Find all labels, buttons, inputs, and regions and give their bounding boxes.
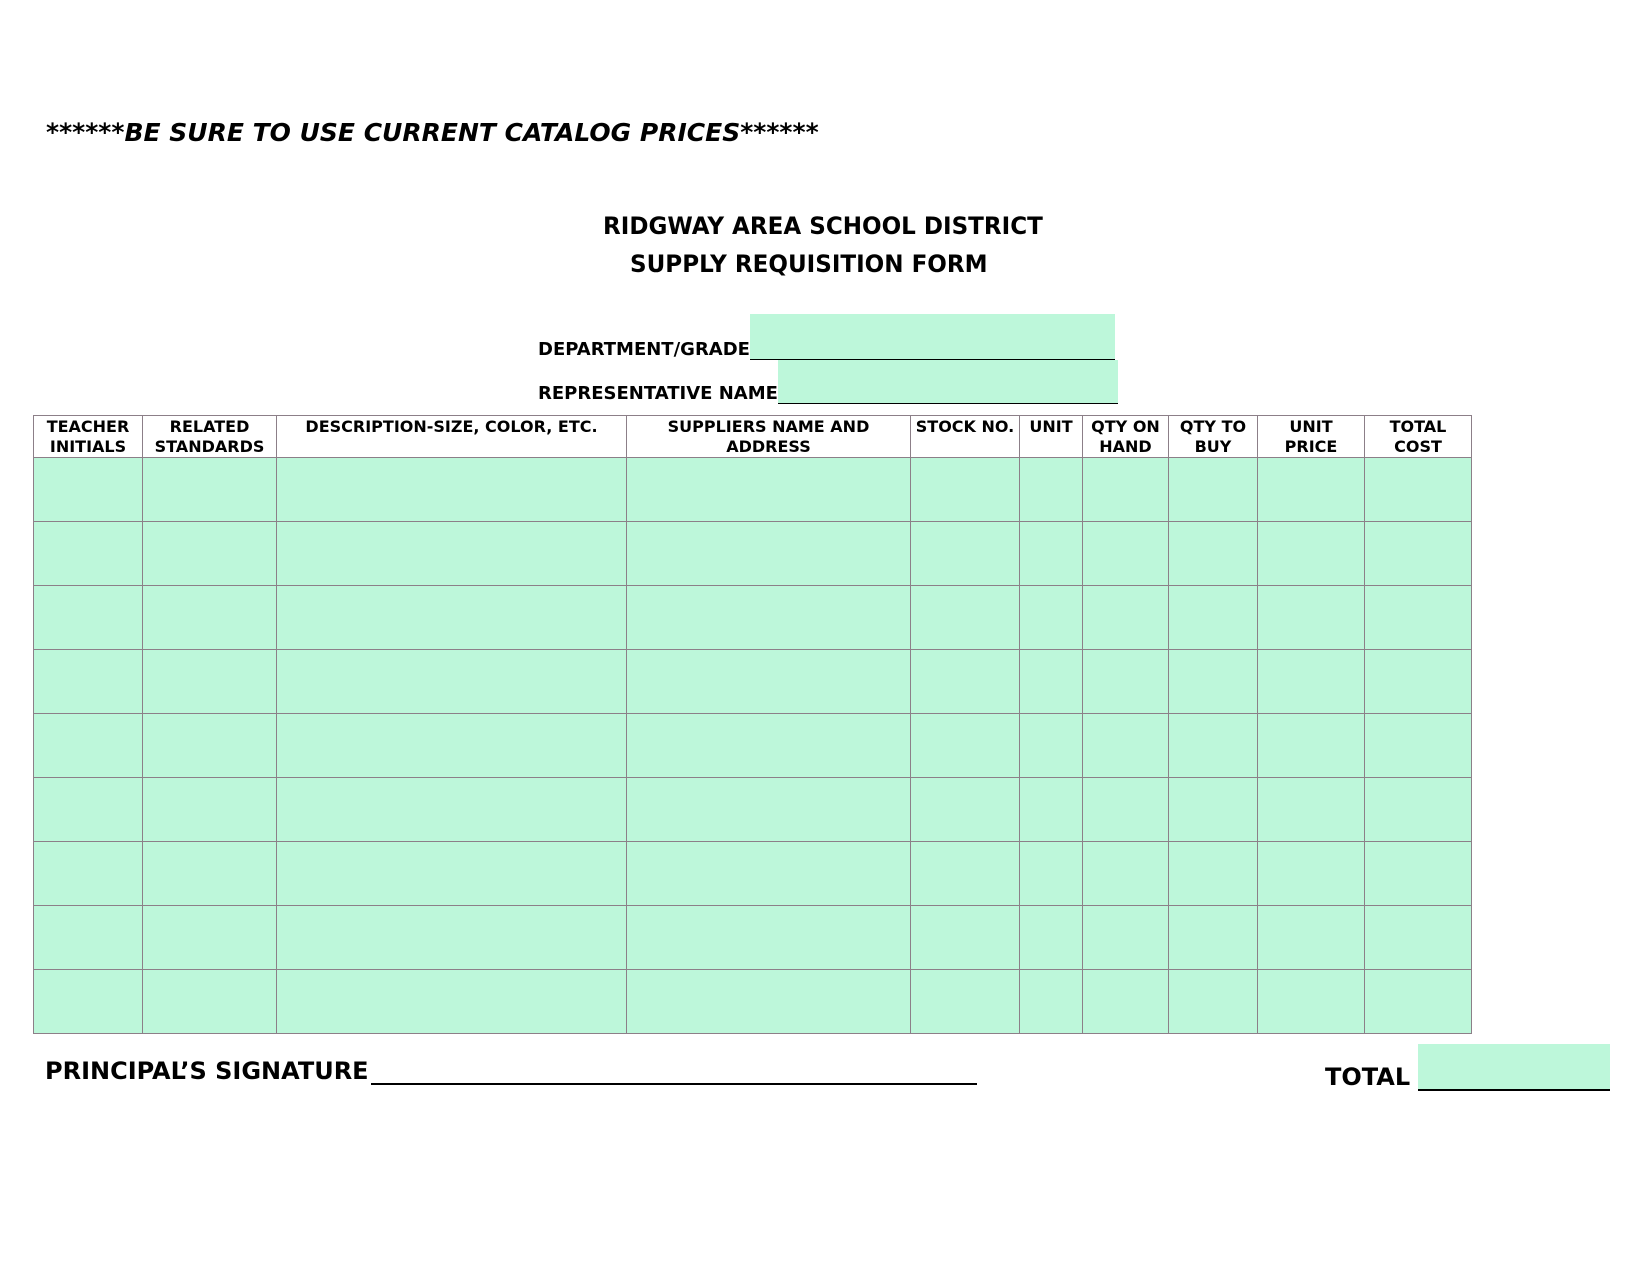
column-header-description: DESCRIPTION-SIZE, COLOR, ETC. xyxy=(277,416,627,458)
qty-on-hand-input[interactable] xyxy=(1083,650,1168,713)
cell-suppliers xyxy=(627,714,911,778)
supply-table xyxy=(33,415,1472,1034)
qty-to-buy-input[interactable] xyxy=(1169,522,1257,585)
table-row xyxy=(34,714,1472,778)
cell-teacher-initials xyxy=(34,778,143,842)
total-cost-input[interactable] xyxy=(1365,842,1471,905)
table-row xyxy=(34,650,1472,714)
description-input[interactable] xyxy=(277,970,626,1033)
related-standards-input[interactable] xyxy=(143,778,276,841)
qty-on-hand-input[interactable] xyxy=(1083,842,1168,905)
qty-on-hand-input[interactable] xyxy=(1083,522,1168,585)
suppliers-input[interactable] xyxy=(627,714,910,777)
column-header-teacher-initials: TEACHER INITIALS xyxy=(34,416,143,458)
table-row xyxy=(34,970,1472,1034)
table-row xyxy=(34,906,1472,970)
cell-suppliers xyxy=(627,778,911,842)
teacher-initials-input[interactable] xyxy=(34,778,142,841)
cell-total-cost xyxy=(1365,714,1472,778)
total-cost-input[interactable] xyxy=(1365,714,1471,777)
cell-description xyxy=(277,842,627,906)
table-row xyxy=(34,458,1472,522)
cell-qty-on-hand xyxy=(1083,842,1169,906)
qty-to-buy-input[interactable] xyxy=(1169,650,1257,713)
cell-qty-to-buy xyxy=(1169,522,1258,586)
stock-no-input[interactable] xyxy=(911,650,1019,713)
cell-unit-price xyxy=(1258,586,1365,650)
cell-stock-no xyxy=(911,522,1020,586)
qty-on-hand-input[interactable] xyxy=(1083,458,1168,521)
unit-input[interactable] xyxy=(1020,842,1082,905)
cell-suppliers xyxy=(627,906,911,970)
cell-suppliers xyxy=(627,458,911,522)
total-cost-input[interactable] xyxy=(1365,778,1471,841)
stock-no-input[interactable] xyxy=(911,714,1019,777)
stock-no-input[interactable] xyxy=(911,458,1019,521)
cell-teacher-initials xyxy=(34,650,143,714)
unit-price-input[interactable] xyxy=(1258,842,1364,905)
cell-unit-price xyxy=(1258,970,1365,1034)
qty-on-hand-input[interactable] xyxy=(1083,586,1168,649)
cell-related-standards xyxy=(143,778,277,842)
related-standards-input[interactable] xyxy=(143,714,276,777)
cell-description xyxy=(277,906,627,970)
cell-qty-on-hand xyxy=(1083,650,1169,714)
teacher-initials-input[interactable] xyxy=(34,842,142,905)
cell-unit-price xyxy=(1258,778,1365,842)
cell-unit xyxy=(1020,458,1083,522)
cell-total-cost xyxy=(1365,842,1472,906)
suppliers-input[interactable] xyxy=(627,522,910,585)
qty-to-buy-input[interactable] xyxy=(1169,778,1257,841)
form-title: SUPPLY REQUISITION FORM xyxy=(630,250,988,278)
teacher-initials-input[interactable] xyxy=(34,458,142,521)
unit-input[interactable] xyxy=(1020,778,1082,841)
column-header-suppliers: SUPPLIERS NAME AND ADDRESS xyxy=(627,416,911,458)
cell-related-standards xyxy=(143,906,277,970)
cell-qty-to-buy xyxy=(1169,586,1258,650)
representative-name-label: REPRESENTATIVE NAME xyxy=(538,383,778,404)
cell-unit-price xyxy=(1258,458,1365,522)
column-header-total-cost: TOTAL COST xyxy=(1365,416,1472,458)
department-grade-field xyxy=(538,314,1115,360)
suppliers-input[interactable] xyxy=(627,970,910,1033)
cell-qty-to-buy xyxy=(1169,650,1258,714)
cell-related-standards xyxy=(143,586,277,650)
cell-description xyxy=(277,522,627,586)
representative-name-field xyxy=(538,360,1118,404)
cell-total-cost xyxy=(1365,458,1472,522)
cell-suppliers xyxy=(627,522,911,586)
cell-unit xyxy=(1020,906,1083,970)
stock-no-input[interactable] xyxy=(911,970,1019,1033)
cell-unit-price xyxy=(1258,650,1365,714)
catalog-price-notice: ******BE SURE TO USE CURRENT CATALOG PRICES****** xyxy=(46,118,819,147)
related-standards-input[interactable] xyxy=(143,842,276,905)
qty-to-buy-input[interactable] xyxy=(1169,842,1257,905)
cell-unit xyxy=(1020,970,1083,1034)
supply-table-body xyxy=(34,458,1472,1034)
suppliers-input[interactable] xyxy=(627,778,910,841)
total-label: TOTAL xyxy=(1325,1063,1411,1091)
qty-on-hand-input[interactable] xyxy=(1083,906,1168,969)
cell-related-standards xyxy=(143,650,277,714)
principal-signature-line[interactable] xyxy=(371,1057,977,1085)
cell-suppliers xyxy=(627,650,911,714)
cell-qty-to-buy xyxy=(1169,714,1258,778)
cell-description xyxy=(277,650,627,714)
cell-teacher-initials xyxy=(34,714,143,778)
unit-input[interactable] xyxy=(1020,906,1082,969)
cell-qty-on-hand xyxy=(1083,522,1169,586)
unit-price-input[interactable] xyxy=(1258,458,1364,521)
cell-related-standards xyxy=(143,842,277,906)
unit-input[interactable] xyxy=(1020,714,1082,777)
teacher-initials-input[interactable] xyxy=(34,650,142,713)
related-standards-input[interactable] xyxy=(143,650,276,713)
cell-stock-no xyxy=(911,842,1020,906)
column-header-related-standards: RELATED STANDARDS xyxy=(143,416,277,458)
related-standards-input[interactable] xyxy=(143,906,276,969)
cell-description xyxy=(277,714,627,778)
cell-qty-to-buy xyxy=(1169,906,1258,970)
description-input[interactable] xyxy=(277,778,626,841)
unit-input[interactable] xyxy=(1020,586,1082,649)
cell-stock-no xyxy=(911,906,1020,970)
cell-stock-no xyxy=(911,970,1020,1034)
cell-related-standards xyxy=(143,714,277,778)
suppliers-input[interactable] xyxy=(627,586,910,649)
cell-related-standards xyxy=(143,458,277,522)
cell-teacher-initials xyxy=(34,522,143,586)
cell-teacher-initials xyxy=(34,586,143,650)
related-standards-input[interactable] xyxy=(143,586,276,649)
description-input[interactable] xyxy=(277,842,626,905)
cell-qty-to-buy xyxy=(1169,970,1258,1034)
cell-qty-on-hand xyxy=(1083,586,1169,650)
teacher-initials-input[interactable] xyxy=(34,906,142,969)
qty-to-buy-input[interactable] xyxy=(1169,714,1257,777)
cell-unit-price xyxy=(1258,906,1365,970)
column-header-stock-no: STOCK NO. xyxy=(911,416,1020,458)
cell-stock-no xyxy=(911,778,1020,842)
qty-to-buy-input[interactable] xyxy=(1169,458,1257,521)
cell-teacher-initials xyxy=(34,970,143,1034)
cell-unit xyxy=(1020,522,1083,586)
cell-unit xyxy=(1020,778,1083,842)
unit-price-input[interactable] xyxy=(1258,586,1364,649)
cell-related-standards xyxy=(143,522,277,586)
total-input[interactable] xyxy=(1418,1044,1610,1091)
total-cost-input[interactable] xyxy=(1365,650,1471,713)
column-header-unit: UNIT xyxy=(1020,416,1083,458)
unit-price-input[interactable] xyxy=(1258,906,1364,969)
cell-total-cost xyxy=(1365,650,1472,714)
description-input[interactable] xyxy=(277,522,626,585)
cell-total-cost xyxy=(1365,586,1472,650)
cell-description xyxy=(277,970,627,1034)
unit-price-input[interactable] xyxy=(1258,714,1364,777)
unit-price-input[interactable] xyxy=(1258,970,1364,1033)
unit-price-input[interactable] xyxy=(1258,778,1364,841)
unit-input[interactable] xyxy=(1020,970,1082,1033)
qty-to-buy-input[interactable] xyxy=(1169,970,1257,1033)
cell-description xyxy=(277,586,627,650)
cell-unit-price xyxy=(1258,842,1365,906)
related-standards-input[interactable] xyxy=(143,970,276,1033)
table-row xyxy=(34,778,1472,842)
unit-input[interactable] xyxy=(1020,522,1082,585)
cell-suppliers xyxy=(627,842,911,906)
cell-suppliers xyxy=(627,970,911,1034)
teacher-initials-input[interactable] xyxy=(34,970,142,1033)
suppliers-input[interactable] xyxy=(627,842,910,905)
cell-qty-to-buy xyxy=(1169,842,1258,906)
teacher-initials-input[interactable] xyxy=(34,586,142,649)
related-standards-input[interactable] xyxy=(143,522,276,585)
cell-related-standards xyxy=(143,970,277,1034)
cell-unit-price xyxy=(1258,522,1365,586)
total-cost-input[interactable] xyxy=(1365,970,1471,1033)
principal-signature-field xyxy=(45,1057,977,1085)
qty-to-buy-input[interactable] xyxy=(1169,586,1257,649)
description-input[interactable] xyxy=(277,586,626,649)
suppliers-input[interactable] xyxy=(627,906,910,969)
description-input[interactable] xyxy=(277,458,626,521)
column-header-qty-to-buy: QTY TO BUY xyxy=(1169,416,1258,458)
cell-teacher-initials xyxy=(34,906,143,970)
cell-stock-no xyxy=(911,714,1020,778)
suppliers-input[interactable] xyxy=(627,650,910,713)
cell-teacher-initials xyxy=(34,458,143,522)
cell-total-cost xyxy=(1365,778,1472,842)
table-header-row xyxy=(34,416,1472,458)
suppliers-input[interactable] xyxy=(627,458,910,521)
cell-stock-no xyxy=(911,586,1020,650)
stock-no-input[interactable] xyxy=(911,778,1019,841)
representative-name-input[interactable] xyxy=(778,360,1118,404)
cell-total-cost xyxy=(1365,906,1472,970)
cell-qty-on-hand xyxy=(1083,906,1169,970)
total-cost-input[interactable] xyxy=(1365,586,1471,649)
stock-no-input[interactable] xyxy=(911,586,1019,649)
related-standards-input[interactable] xyxy=(143,458,276,521)
cell-unit xyxy=(1020,714,1083,778)
table-row xyxy=(34,522,1472,586)
description-input[interactable] xyxy=(277,650,626,713)
cell-description xyxy=(277,778,627,842)
cell-qty-on-hand xyxy=(1083,778,1169,842)
cell-stock-no xyxy=(911,650,1020,714)
total-cost-input[interactable] xyxy=(1365,458,1471,521)
cell-qty-to-buy xyxy=(1169,458,1258,522)
district-title: RIDGWAY AREA SCHOOL DISTRICT xyxy=(603,212,1043,240)
qty-on-hand-input[interactable] xyxy=(1083,778,1168,841)
stock-no-input[interactable] xyxy=(911,522,1019,585)
unit-price-input[interactable] xyxy=(1258,650,1364,713)
qty-on-hand-input[interactable] xyxy=(1083,714,1168,777)
unit-input[interactable] xyxy=(1020,458,1082,521)
department-grade-input[interactable] xyxy=(750,314,1115,360)
total-cost-input[interactable] xyxy=(1365,906,1471,969)
cell-stock-no xyxy=(911,458,1020,522)
table-row xyxy=(34,842,1472,906)
column-header-qty-on-hand: QTY ON HAND xyxy=(1083,416,1169,458)
cell-unit xyxy=(1020,842,1083,906)
teacher-initials-input[interactable] xyxy=(34,714,142,777)
total-cost-input[interactable] xyxy=(1365,522,1471,585)
cell-total-cost xyxy=(1365,522,1472,586)
cell-description xyxy=(277,458,627,522)
cell-unit xyxy=(1020,650,1083,714)
cell-suppliers xyxy=(627,586,911,650)
department-grade-label: DEPARTMENT/GRADE xyxy=(538,339,750,360)
cell-total-cost xyxy=(1365,970,1472,1034)
cell-teacher-initials xyxy=(34,842,143,906)
qty-to-buy-input[interactable] xyxy=(1169,906,1257,969)
qty-on-hand-input[interactable] xyxy=(1083,970,1168,1033)
total-field xyxy=(1325,1044,1610,1091)
column-header-unit-price: UNIT PRICE xyxy=(1258,416,1365,458)
description-input[interactable] xyxy=(277,906,626,969)
principal-signature-label: PRINCIPAL’S SIGNATURE xyxy=(45,1057,369,1085)
unit-input[interactable] xyxy=(1020,650,1082,713)
description-input[interactable] xyxy=(277,714,626,777)
stock-no-input[interactable] xyxy=(911,842,1019,905)
cell-unit-price xyxy=(1258,714,1365,778)
unit-price-input[interactable] xyxy=(1258,522,1364,585)
table-row xyxy=(34,586,1472,650)
cell-qty-on-hand xyxy=(1083,458,1169,522)
stock-no-input[interactable] xyxy=(911,906,1019,969)
cell-qty-on-hand xyxy=(1083,970,1169,1034)
cell-qty-to-buy xyxy=(1169,778,1258,842)
teacher-initials-input[interactable] xyxy=(34,522,142,585)
cell-qty-on-hand xyxy=(1083,714,1169,778)
cell-unit xyxy=(1020,586,1083,650)
